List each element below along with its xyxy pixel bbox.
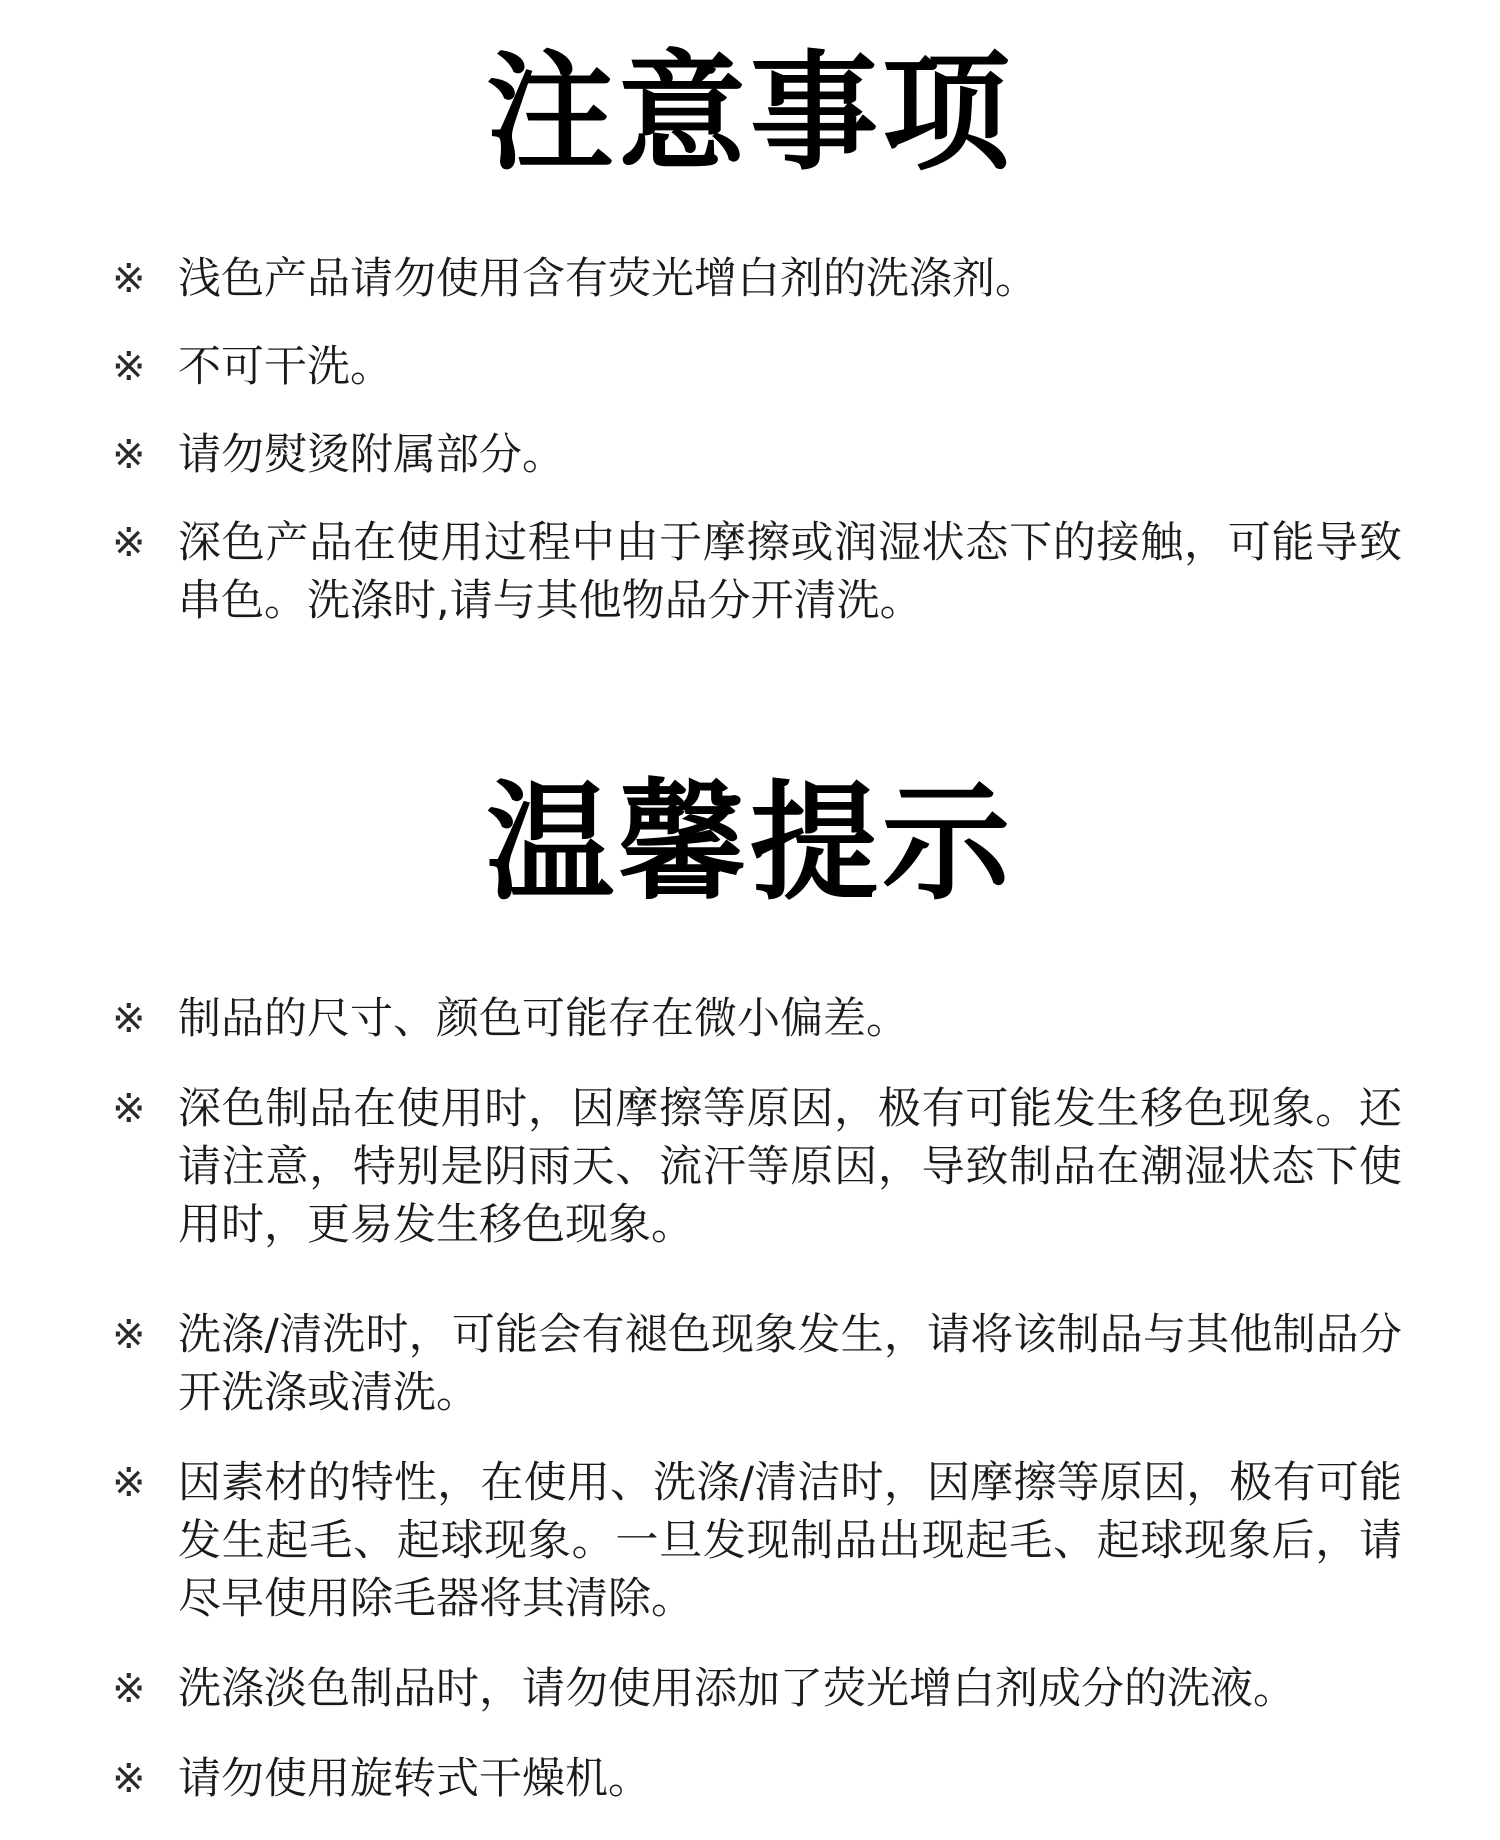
list-item (112, 338, 1402, 396)
reference-mark-icon: ※ (112, 1086, 146, 1132)
reference-mark-icon: ※ (112, 1666, 146, 1712)
tips-title: 温馨提示 (485, 769, 1014, 918)
tip-text-2: 深色制品在使用时，因摩擦等原因，极有可能发生移色现象。还请注意，特别是阴雨天、流汗等原因，导致制品在潮湿状态下使用时，更易发生移色现象。 (178, 1084, 1402, 1250)
precaution-text-4: 深色产品在使用过程中由于摩擦或润湿状态下的接触，可能导致串色。洗涤时,请与其他物品分开清洗。 (178, 518, 1402, 626)
reference-mark-icon: ※ (112, 996, 146, 1042)
tip-text-1: 制品的尺寸、颜色可能存在微小偏差。 (178, 994, 909, 1044)
list-item (112, 990, 1402, 1048)
list-item (112, 1454, 1402, 1628)
reference-mark-icon: ※ (112, 1756, 146, 1802)
tip-text-6: 请勿使用旋转式干燥机。 (178, 1754, 651, 1804)
reference-mark-icon: ※ (112, 1460, 146, 1506)
list-item (112, 250, 1402, 308)
list-item (112, 1306, 1402, 1422)
precaution-text-1: 浅色产品请勿使用含有荧光增白剂的洗涤剂。 (178, 254, 1038, 304)
reference-mark-icon: ※ (112, 256, 146, 302)
precaution-text-2: 不可干洗。 (178, 342, 393, 392)
tip-text-5: 洗涤淡色制品时，请勿使用添加了荧光增白剂成分的洗液。 (178, 1664, 1296, 1714)
list-item (112, 426, 1402, 484)
precautions-title: 注意事项 (485, 39, 1014, 188)
reference-mark-icon: ※ (112, 432, 146, 478)
precautions-list (112, 250, 1402, 660)
tips-list (112, 990, 1402, 1840)
list-item (112, 1660, 1402, 1718)
list-item (112, 1750, 1402, 1808)
reference-mark-icon: ※ (112, 1312, 146, 1358)
tip-text-3: 洗涤/清洗时，可能会有褪色现象发生，请将该制品与其他制品分开洗涤或清洗。 (178, 1310, 1402, 1418)
reference-mark-icon: ※ (112, 344, 146, 390)
precautions-section (0, 39, 1500, 626)
precaution-text-3: 请勿熨烫附属部分。 (178, 430, 565, 480)
list-item (112, 1080, 1402, 1254)
tip-text-4: 因素材的特性，在使用、洗涤/清洁时，因摩擦等原因，极有可能发生起毛、起球现象。一旦发现制品出现起毛、起球现象后，请尽早使用除毛器将其清除。 (178, 1458, 1402, 1624)
list-item (112, 514, 1402, 630)
tips-section (0, 769, 1500, 1804)
reference-mark-icon: ※ (112, 520, 146, 566)
